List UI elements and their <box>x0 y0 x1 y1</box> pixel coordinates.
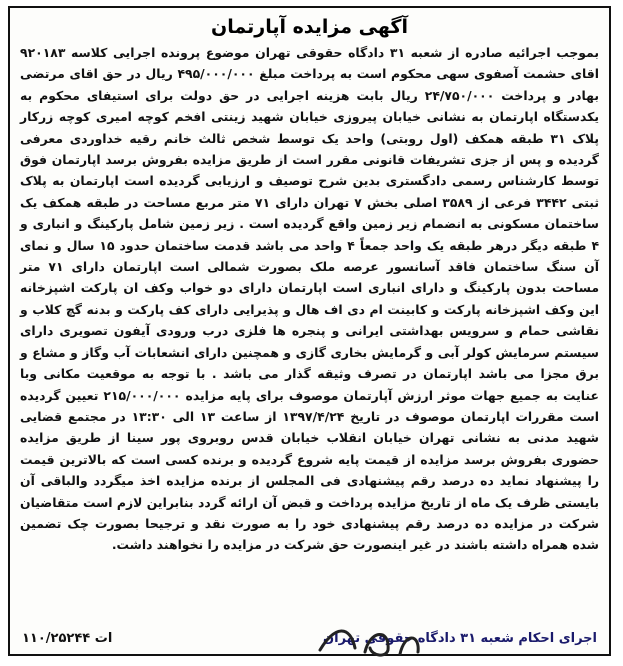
ad-code: ۱۱۰/۲۵۲۴۴ ات <box>22 630 113 646</box>
notice-footer <box>10 626 609 650</box>
auction-notice <box>8 6 611 656</box>
notice-body: بموجب اجرائیه صادره از شعبه ۳۱ دادگاه حقوقی تهران موضوع پرونده اجرایی کلاسه ۹۲۰۱۸۳ اقای حشمت آصفوی سهی محکوم است به پرداخت مبلغ ۴۹۵/۰۰۰/۰۰۰ ریال در حق اقای مرتضی بهادر و پرداخت ۲۴/۷۵۰/۰۰۰ ریال بابت هزینه اجرایی در حق دولت برای استیفای محکوم به یکدستگاه اپارتمان به نشانی خیابان پیروزی خیابان شهید زینتی افخم کوچه امیری کوچه زرکار پلاک ۳۱ طبقه همکف (اول روبتی) واحد یک توسط شخص ثالث خانم رقیه خداوردی معرفی گردیده و پس از جزی تشریفات قانونی مقرر است از طریق مزایده بفروش برسد اپارتمان فوق توسط کارشناس رسمی دادگستری بدین شرح توصیف و ارزیابی گردیده است اپارتمان به پلاک ثبتی ۳۴۴۲ فرعی از ۳۵۸۹ اصلی بخش ۷ تهران دارای ۷۱ متر مربع مساحت در طبقه همکف یک ساختمان مسکونی به انضمام زیر زمین واقع گردیده است . زیر زمین شامل پارکینگ و انباری و ۴ طبقه دیگر درهر طبقه یک واحد جمعاً ۴ واحد می باشد قدمت ساختمان حدود ۱۵ سال و نمای آن سنگ ساختمان فاقد آسانسور عرصه ملک بصورت شمالی است اپارتمان دارای ۷۱ متر مساحت بدون پارکینگ و دارای انباری است اپارتمان دارای دو خواب وکف ان پارکت اشپزخانه این وکف اشپزخانه پارکت و کابینت ام دی اف هال و پذیرایی دارای کف پارکت و بدنه گچ کلاب و نقاشی حمام و سرویس بهداشتی ایرانی و پنجره ها فلزی درب ورودی آیفون تصویری دارای سیستم سرمایش کولر آبی و گرمایش بخاری گازی و همچنین دارای انشعابات آب وگاز و مشاع و برق مجزا می باشد اپارتمان در تصرف وثیقه گذار می باشد . با توجه به موقعیت مکانی وبا عنایت به جمیع جهات موثر ارزش آپارتمان موصوف برای پایه مزایده ۲۱۵/۰۰۰/۰۰۰ تعیین گردیده است مقررات اپارتمان موصوف در تاریخ ۱۳۹۷/۴/۲۴ از ساعت ۱۳ الی ۱۳:۳۰ در مجتمع قضایی شهید مدنی به نشانی تهران خیابان انقلاب خیابان قدس روبروی پور سینا از طریق مزایده حضوری بفروش برسد مزایده از قیمت پایه شروع گردیده و برنده کسی است که بالاترین قیمت را پیشنهاد نماید ده درصد رقم پیشنهادی فی المجلس از برنده مزایده اخذ میگردد والباقی آن بایستی ظرف یک ماه از تاریخ مزایده پرداخت و قبض آن ارائه گردد بنابراین لازم است متقاضیان شرکت در مزایده ده درصد رقم پیشنهادی خود را به صورت نقد و ترجیحا بصورت چک تضمین شده همراه داشته باشند در غیر اینصورت حق شرکت در مزایده را نخواهند داشت. <box>20 45 600 553</box>
issuer-label: اجرای احکام شعبه ۳۱ دادگاه حقوقی تهران <box>323 630 597 646</box>
notice-title: آگهی مزایده آپارتمان <box>211 16 408 38</box>
